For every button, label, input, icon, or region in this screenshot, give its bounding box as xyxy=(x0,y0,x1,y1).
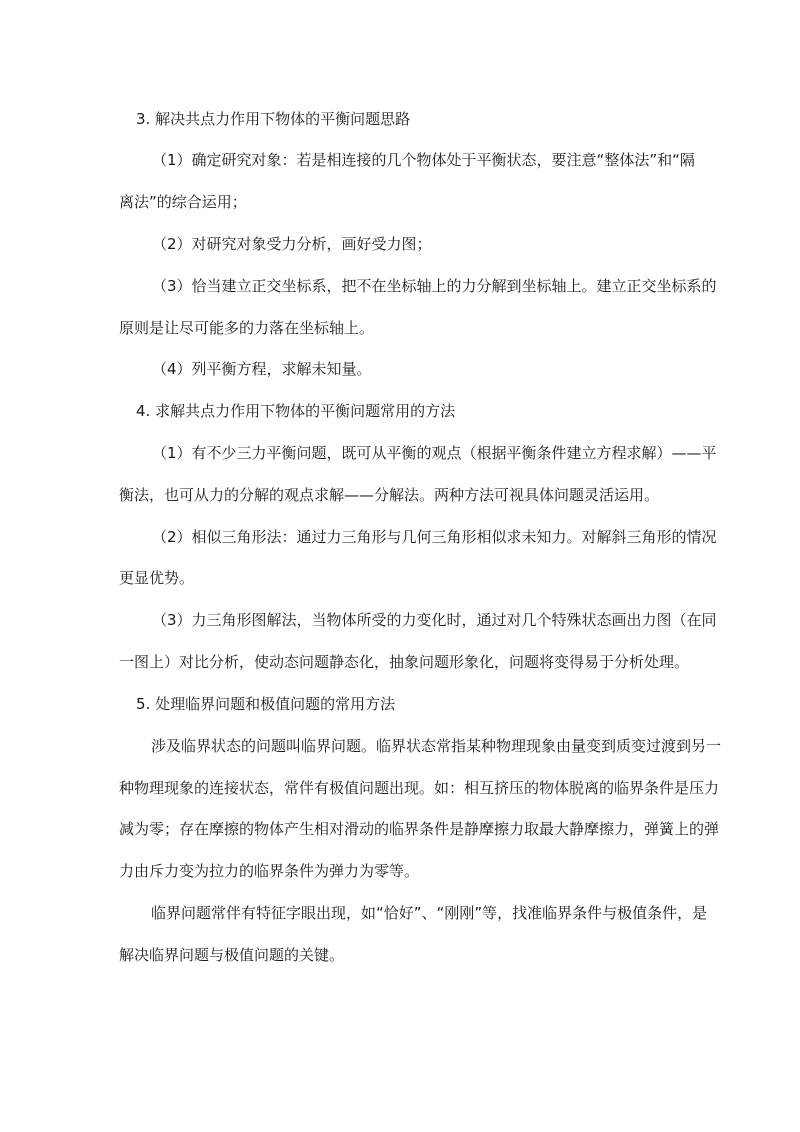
section-5-paragraph-2-line-1: 临界问题常伴有特征字眼出现，如“恰好”、“刚刚”等，找准临界条件与极值条件，是 xyxy=(151,904,708,922)
section-3-heading: 3. 解决共点力作用下物体的平衡问题思路 xyxy=(136,110,411,128)
section-4-item-1-line-1: （1）有不少三力平衡问题，既可从平衡的观点（根据平衡条件建立方程求解）——平 xyxy=(152,444,717,462)
section-4-item-1-line-2: 衡法，也可从力的分解的观点求解——分解法。两种方法可视具体问题灵活运用。 xyxy=(119,486,660,504)
section-5-paragraph-1-line-3: 减为零；存在摩擦的物体产生相对滑动的临界条件是静摩擦力取最大静摩擦力，弹簧上的弹 xyxy=(119,820,720,838)
section-3-item-3-line-2: 原则是让尽可能多的力落在坐标轴上。 xyxy=(119,319,375,337)
section-4-heading: 4. 求解共点力作用下物体的平衡问题常用的方法 xyxy=(136,402,456,420)
section-5-heading: 5. 处理临界问题和极值问题的常用方法 xyxy=(136,695,396,713)
section-5-paragraph-2-line-2: 解决临界问题与极值问题的关键。 xyxy=(119,946,345,964)
section-3-item-3-line-1: （3）恰当建立正交坐标系，把不在坐标轴上的力分解到坐标轴上。建立正交坐标系的 xyxy=(152,277,717,295)
section-4-item-3-line-1: （3）力三角形图解法，当物体所受的力变化时，通过对几个特殊状态画出力图（在同 xyxy=(152,611,717,629)
section-5-paragraph-1-line-2: 种物理现象的连接状态，常伴有极值问题出现。如：相互挤压的物体脱离的临界条件是压力 xyxy=(119,779,720,797)
section-3-item-1-line-2: 离法”的综合运用； xyxy=(119,193,247,211)
section-3-item-4-line-1: （4）列平衡方程，求解未知量。 xyxy=(152,360,372,378)
section-5-paragraph-1-line-4: 力由斥力变为拉力的临界条件为弹力为零等。 xyxy=(119,862,420,880)
section-4-item-2-line-2: 更显优势。 xyxy=(119,569,195,587)
section-3-item-1-line-1: （1）确定研究对象：若是相连接的几个物体处于平衡状态，要注意“整体法”和“隔 xyxy=(152,151,695,169)
section-5-paragraph-1-line-1: 涉及临界状态的问题叫临界问题。临界状态常指某种物理现象由量变到质变过渡到另一 xyxy=(151,737,722,755)
section-4-item-2-line-1: （2）相似三角形法：通过力三角形与几何三角形相似求未知力。对解斜三角形的情况 xyxy=(152,528,717,546)
section-3-item-2-line-1: （2）对研究对象受力分析，画好受力图； xyxy=(152,235,432,253)
section-4-item-3-line-2: 一图上）对比分析，使动态问题静态化，抽象问题形象化，问题将变得易于分析处理。 xyxy=(119,653,690,671)
